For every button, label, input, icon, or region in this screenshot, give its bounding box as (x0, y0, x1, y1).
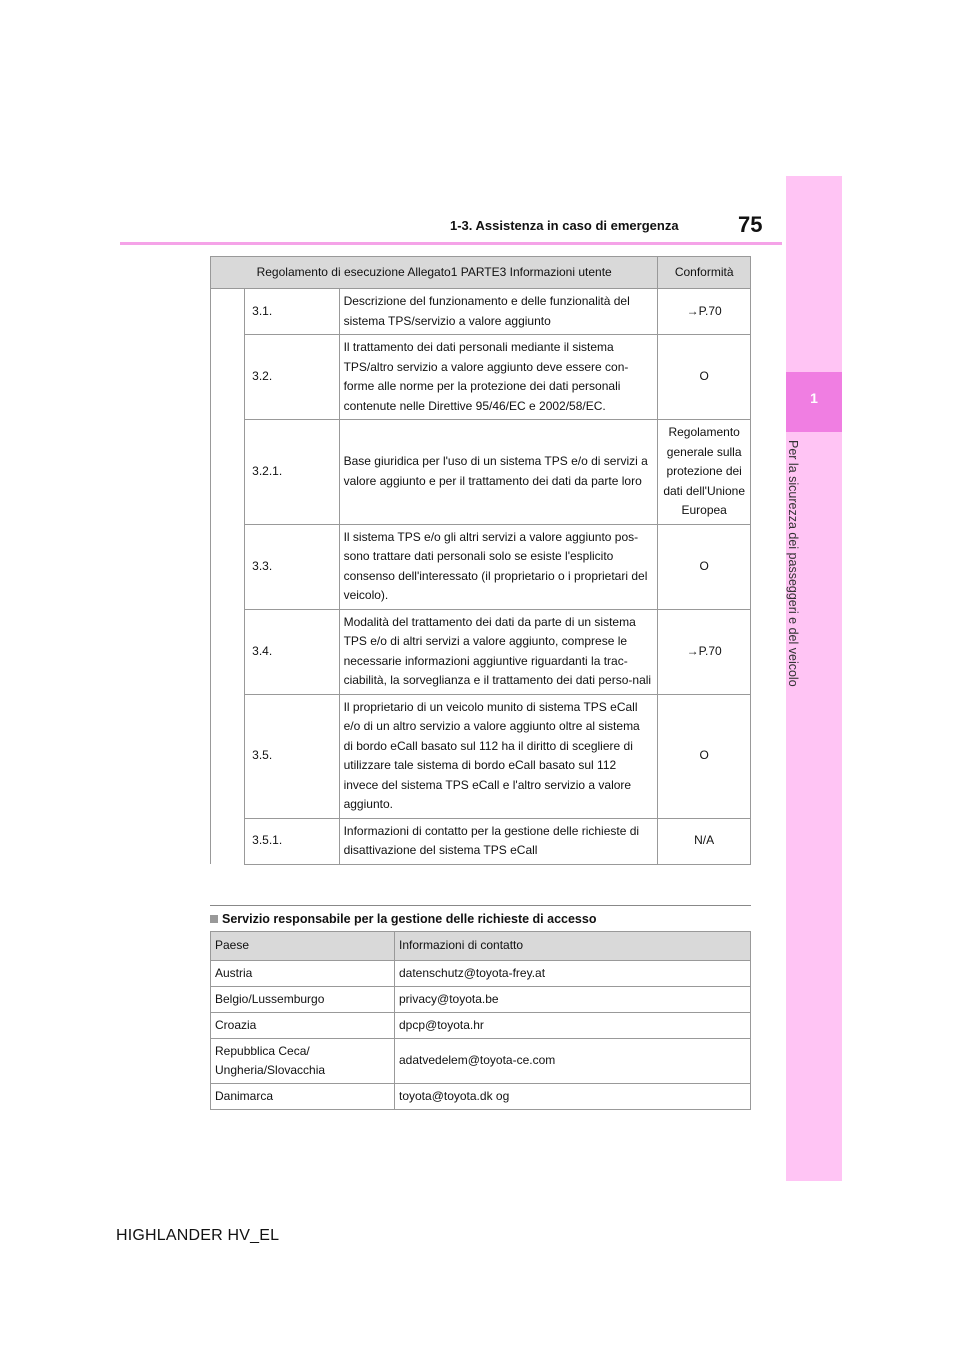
subheading-text: Servizio responsabile per la gestione delle richieste di accesso (222, 912, 597, 926)
table-header-regulation: Regolamento di esecuzione Allegato1 PARTE3 Informazioni utente (211, 257, 658, 289)
table-row (211, 609, 751, 694)
row-number: 3.2.1. (245, 420, 339, 525)
country-cell: Croazia (211, 1013, 395, 1039)
chapter-title: Per la sicurezza dei passeggeri e del veicolo (786, 440, 800, 687)
country-cell: Austria (211, 961, 395, 987)
row-description: Il proprietario di un veicolo munito di sistema TPS eCall e/o di un altro servizio a valore aggiunto oltre al sistema di bordo eCall basato sul 112 ha il diritto di scegliere di utilizzare tale sistema di bordo eCall basato sul 112 invece del sistema TPS eCall e l'altro servizio a valore aggiunto. (339, 694, 658, 818)
row-compliance[interactable]: →P.70 (658, 289, 751, 335)
footer-model-code: HIGHLANDER HV_EL (116, 1227, 280, 1244)
row-description: Descrizione del funzionamento e delle funzionalità del sistema TPS/servizio a valore aggiunto (339, 289, 658, 335)
indent-cell (211, 289, 245, 865)
contact-cell[interactable]: adatvedelem@toyota-ce.com (395, 1039, 751, 1084)
row-description: Modalità del trattamento dei dati da parte di un sistema TPS e/o di altri servizi a valore aggiunto, comprese le necessarie informazioni aggiuntive riguardanti la trac-ciabilità, la sorveglianza e il trattamento dei dati perso-nali (339, 609, 658, 694)
chapter-title-vertical (786, 440, 816, 770)
row-description: Base giuridica per l'uso di un sistema TPS e/o di servizi a valore aggiunto e per il trattamento dei dati da parte loro (339, 420, 658, 525)
row-number: 3.5. (245, 694, 339, 818)
row-compliance: O (658, 694, 751, 818)
country-cell: Repubblica Ceca/ Ungheria/Slovacchia (211, 1039, 395, 1084)
row-compliance[interactable]: →P.70 (658, 609, 751, 694)
table-row (211, 289, 751, 335)
table-row (211, 1013, 751, 1039)
country-cell: Belgio/Lussemburgo (211, 987, 395, 1013)
page-number: 75 (738, 212, 763, 237)
square-bullet-icon (210, 915, 218, 923)
contact-cell[interactable]: dpcp@toyota.hr (395, 1013, 751, 1039)
contact-cell[interactable]: privacy@toyota.be (395, 987, 751, 1013)
table-header-compliance: Conformità (658, 257, 751, 289)
table-row (211, 694, 751, 818)
table-row (211, 987, 751, 1013)
table-row (211, 335, 751, 420)
row-number: 3.3. (245, 524, 339, 609)
row-compliance: Regolamento generale sulla protezione dei dati dell'Unione Europea (658, 420, 751, 525)
table-row (211, 1084, 751, 1110)
user-info-compliance-table (210, 256, 751, 865)
row-number: 3.5.1. (245, 818, 339, 864)
table-row (211, 818, 751, 864)
access-requests-contact-table (210, 931, 751, 1110)
row-description: Il trattamento dei dati personali mediante il sistema TPS/altro servizio a valore aggiunto deve essere con-forme alle norme per la protezione dei dati personali contenute nelle Direttive 95/46/EC e 2002/58/EC. (339, 335, 658, 420)
contact-cell[interactable]: toyota@toyota.dk og (395, 1084, 751, 1110)
table-row (211, 1039, 751, 1084)
row-compliance: O (658, 335, 751, 420)
table-row (211, 961, 751, 987)
row-compliance: N/A (658, 818, 751, 864)
table-header-contact: Informazioni di contatto (395, 932, 751, 961)
row-number: 3.4. (245, 609, 339, 694)
table-header-row (211, 932, 751, 961)
chapter-number: 1 (810, 390, 818, 406)
table-row (211, 420, 751, 525)
contact-cell[interactable]: datenschutz@toyota-frey.at (395, 961, 751, 987)
table-header-row (211, 257, 751, 289)
table-header-country: Paese (211, 932, 395, 961)
header-rule (120, 242, 782, 245)
row-compliance: O (658, 524, 751, 609)
section-divider (210, 905, 751, 906)
row-description: Il sistema TPS e/o gli altri servizi a valore aggiunto pos-sono trattare dati personali solo se esiste l'esplicito consenso dell'interessato (il proprietario o i proprietari del veicolo). (339, 524, 658, 609)
table-row (211, 524, 751, 609)
subheading (210, 912, 596, 926)
country-cell: Danimarca (211, 1084, 395, 1110)
row-description: Informazioni di contatto per la gestione delle richieste di disattivazione del sistema TPS eCall (339, 818, 658, 864)
row-number: 3.1. (245, 289, 339, 335)
row-number: 3.2. (245, 335, 339, 420)
section-title: 1-3. Assistenza in caso di emergenza (450, 218, 679, 233)
